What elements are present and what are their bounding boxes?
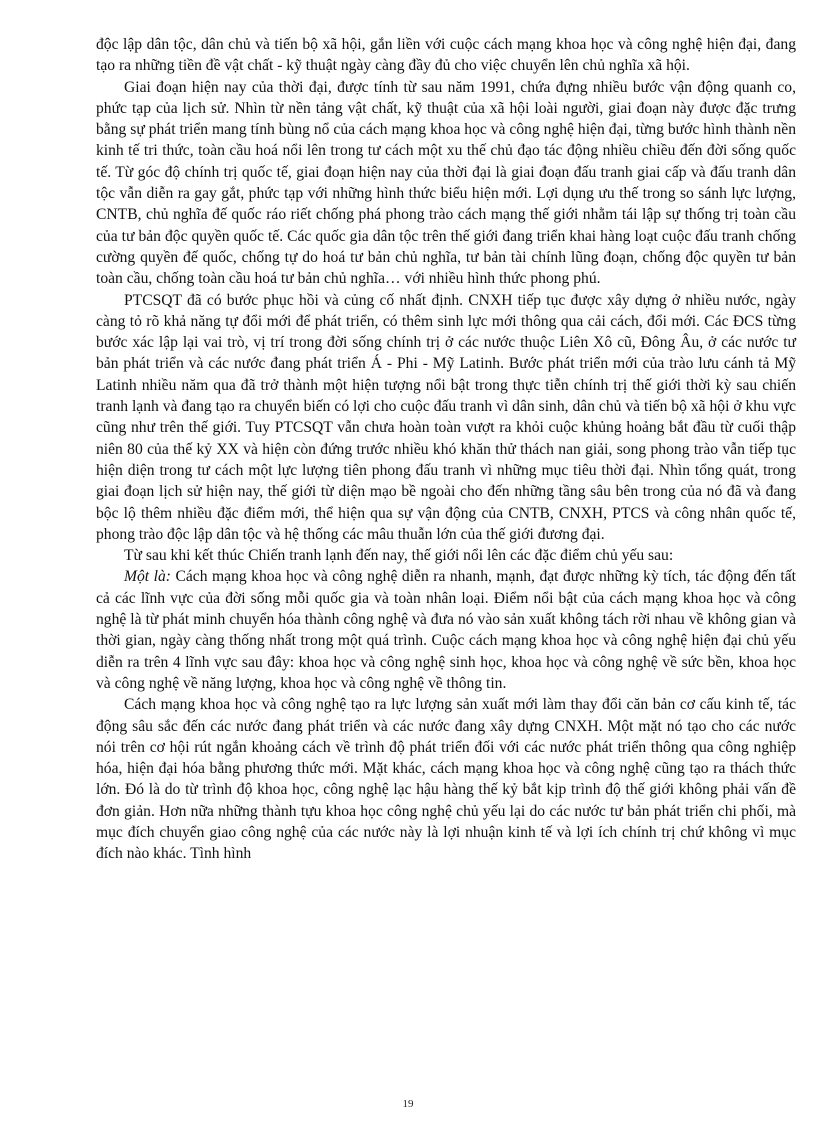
page-number: 19	[402, 1098, 414, 1110]
document-body	[96, 34, 796, 865]
point-one-label: Một là:	[124, 568, 171, 586]
paragraph-6: Cách mạng khoa học và công nghệ tạo ra lực lượng sản xuất mới làm thay đổi căn bản cơ cấu kinh tế, tác động sâu sắc đến các nước đang phát triển và các nước đang xây dựng CNXH. Một mặt nó tạo cho các nước nói trên cơ hội rút ngắn khoảng cách về trình độ phát triển đối với các nước phát triển thông qua công nghiệp hóa, hiện đại hóa bằng phương thức mới. Mặt khác, cách mạng khoa học và công nghệ cũng tạo ra thách thức lớn. Đó là do từ trình độ khoa học, công nghệ lạc hậu hàng thế kỷ bắt kịp trình độ thế giới không phải vấn đề đơn giản. Hơn nữa những thành tựu khoa học công nghệ chủ yếu lại do các nước tư bản phát triển chi phối, mà mục đích chuyển giao công nghệ của các nước này là lợi nhuận kinh tế và lợi ích chính trị chứ không vì mục đích nào khác. Tình hình	[96, 696, 796, 863]
paragraph-3: PTCSQT đã có bước phục hồi và củng cố nhất định. CNXH tiếp tục được xây dựng ở nhiều nước, ngày càng tỏ rõ khả năng tự đổi mới để phát triển, có thêm sinh lực mới thông qua cải cách, đổi mới. Các ĐCS từng bước xác lập lại vai trò, vị trí trong đời sống chính trị ở các nước thuộc Liên Xô cũ, Đông Âu, ở các nước tư bản phát triển và các nước đang phát triển Á - Phi - Mỹ Latinh. Bước phát triển mới của trào lưu cánh tả Mỹ Latinh nhiều năm qua đã trở thành một hiện tượng nổi bật trong thực tiễn chính trị thế giới thời kỳ sau chiến tranh lạnh và đang tạo ra chuyển biến có lợi cho cuộc đấu tranh vì dân sinh, dân chủ và tiến bộ xã hội ở khu vực cũng như trên thế giới. Tuy PTCSQT vẫn chưa hoàn toàn vượt ra khỏi cuộc khủng hoảng bắt đầu từ cuối thập niên 80 của thế kỷ XX và hiện còn đứng trước nhiều khó khăn thử thách nan giải, song phong trào vẫn tiếp tục hiện diện trong tư cách một lực lượng tiên phong đấu tranh vì những mục tiêu thời đại. Nhìn tổng quát, trong giai đoạn lịch sử hiện nay, thế giới từ diện mạo bề ngoài cho đến những tầng sâu bên trong của nó đã và đang bộc lộ thêm nhiều đặc điểm mới, thể hiện qua sự vận động của CNTB, CNXH, PTCS và công nhân quốc tế, phong trào độc lập dân tộc và hệ thống các mâu thuẫn lớn của thế giới đương đại.	[96, 291, 796, 543]
paragraph-2: Giai đoạn hiện nay của thời đại, được tính từ sau năm 1991, chứa đựng nhiều bước vận động quanh co, phức tạp của lịch sử. Nhìn từ nền tảng vật chất, kỹ thuật của xã hội loài người, giai đoạn này được đặc trưng bằng sự phát triển mang tính bùng nổ của cách mạng khoa học và công nghệ hiện đại, từng bước hình thành nền kinh tế tri thức, toàn cầu hoá nổi lên trong tư cách một xu thế chủ đạo tác động nhiều chiều đến đời sống quốc tế. Từ góc độ chính trị quốc tế, giai đoạn hiện nay của thời đại là giai đoạn đấu tranh giai cấp và đấu tranh dân tộc vẫn diễn ra gay gắt, phức tạp với những hình thức biểu hiện mới. Lợi dụng ưu thế trong so sánh lực lượng, CNTB, chủ nghĩa đế quốc ráo riết chống phá phong trào cách mạng thế giới nhằm tái lập sự thống trị toàn cầu của tư bản độc quyền quốc tế. Các quốc gia dân tộc trên thế giới đang triển khai hàng loạt cuộc đấu tranh chống cường quyền đế quốc, chống tự do hoá tư bản chủ nghĩa, tư bản tài chính lũng đoạn, chống độc quyền tư bản toàn cầu, chống toàn cầu hoá tư bản chủ nghĩa… với nhiều hình thức phong phú.	[96, 78, 796, 288]
paragraph-4: Từ sau khi kết thúc Chiến tranh lạnh đến nay, thế giới nổi lên các đặc điểm chủ yếu sau:	[124, 547, 674, 565]
paragraph-5	[96, 566, 796, 694]
paragraph-1: độc lập dân tộc, dân chủ và tiến bộ xã hội, gắn liền với cuộc cách mạng khoa học và công nghệ hiện đại, đang tạo ra những tiền đề vật chất - kỹ thuật ngày càng đầy đủ cho việc chuyển lên chủ nghĩa xã hội.	[96, 36, 796, 75]
paragraph-5-text: Cách mạng khoa học và công nghệ diễn ra nhanh, mạnh, đạt được những kỳ tích, tác động đến tất cả các lĩnh vực của đời sống mỗi quốc gia và toàn nhân loại. Điểm nổi bật của cách mạng khoa học và công nghệ là từ phát minh chuyển hóa thành công nghệ và đưa nó vào sản xuất không tách rời nhau về không gian và thời gian, ngày càng thống nhất trong một quá trình. Cuộc cách mạng khoa học và công nghệ hiện đại chủ yếu diễn ra trên 4 lĩnh vực sau đây: khoa học và công nghệ sinh học, khoa học và công nghệ về sức bền, khoa học và công nghệ về năng lượng, khoa học và công nghệ về thông tin.	[96, 568, 796, 692]
